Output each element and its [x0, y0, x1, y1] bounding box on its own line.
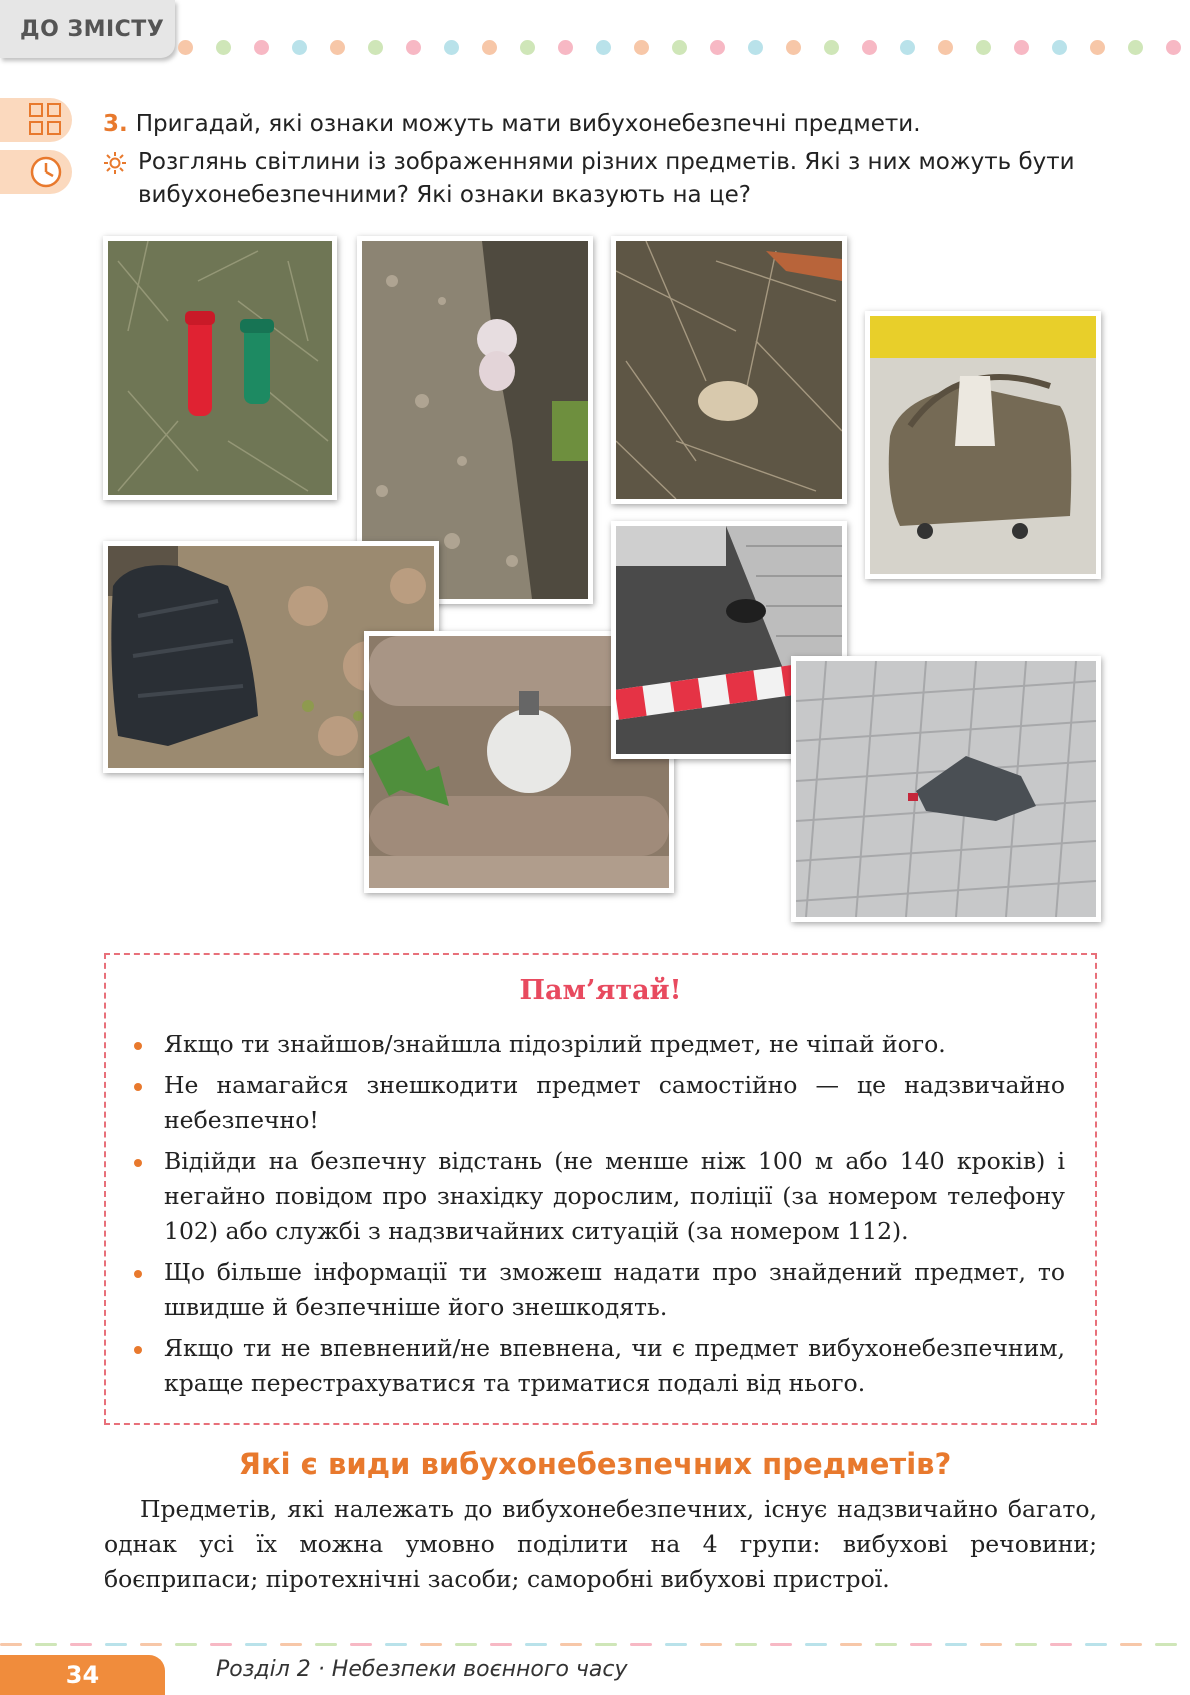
- decorative-dot: [710, 40, 725, 55]
- decorative-dash: [665, 1643, 687, 1646]
- decorative-dash: [875, 1643, 897, 1646]
- decorative-dot: [444, 40, 459, 55]
- decorative-dash: [245, 1643, 267, 1646]
- remember-title: Пам’ятай!: [519, 975, 682, 1006]
- decorative-dash: [945, 1643, 967, 1646]
- decorative-dash: [700, 1643, 722, 1646]
- remember-rules: [130, 1027, 1065, 1407]
- task-text: Пригадай, які ознаки можуть мати вибухонебезпечні предмети.: [135, 111, 921, 137]
- task-subtext: [138, 146, 1098, 212]
- decorative-dash: [980, 1643, 1002, 1646]
- decorative-dot: [976, 40, 991, 55]
- decorative-dot: [216, 40, 231, 55]
- decorative-dot: [254, 40, 269, 55]
- section-paragraph: Предметів, які належать до вибухонебезпечних, існує надзвичайно багато, однак усі їх можна умовно поділити на 4 групи: вибухові речовини; боєприпаси; піротехнічні засоби; саморобні вибухові пристрої.: [104, 1495, 1097, 1593]
- decorative-dash: [140, 1643, 162, 1646]
- photo-stone-in-leaves: [611, 236, 847, 504]
- decorative-dot: [748, 40, 763, 55]
- decorative-dot: [634, 40, 649, 55]
- decorative-dash: [910, 1643, 932, 1646]
- decorative-dot: [824, 40, 839, 55]
- decorative-dot: [292, 40, 307, 55]
- decorative-dot: [1014, 40, 1029, 55]
- rule-item: Що більше інформації ти зможеш надати про знайдений предмет, то швидше й безпечніше його знешкодять.: [130, 1255, 1065, 1325]
- group-work-icon: [0, 98, 72, 142]
- clock-icon: [0, 150, 72, 194]
- decorative-dash: [1015, 1643, 1037, 1646]
- decorative-dash: [525, 1643, 547, 1646]
- decorative-dash: [560, 1643, 582, 1646]
- decorative-dash: [385, 1643, 407, 1646]
- remember-box: [104, 953, 1097, 1425]
- decorative-dash: [175, 1643, 197, 1646]
- chapter-title: Розділ 2 · Небезпеки воєнного часу: [216, 1657, 628, 1682]
- decorative-dot: [330, 40, 345, 55]
- decorative-dot: [862, 40, 877, 55]
- rule-item: Якщо ти не впевнений/не впевнена, чи є предмет вибухонебезпечним, краще перестрахуватися та триматися подалі від нього.: [130, 1331, 1065, 1401]
- decorative-dash: [490, 1643, 512, 1646]
- decorative-dash: [1120, 1643, 1142, 1646]
- decorative-dot: [406, 40, 421, 55]
- photo-bag-on-pavement: [791, 656, 1101, 922]
- rule-item: Відійди на безпечну відстань (не менше ніж 100 м або 140 кроків) і негайно повідом про знахідку дорослим, поліції (за номером телефону 102) або службі з надзвичайних ситуацій (за номером 112).: [130, 1144, 1065, 1249]
- decorative-dot: [786, 40, 801, 55]
- page-number: 34: [0, 1655, 165, 1695]
- task-subtext-line1: Розглянь світлини із зображеннями різних предметів. Які з них можуть бути: [138, 149, 1075, 175]
- section-heading: Які є види вибухонебезпечних предметів?: [238, 1447, 952, 1481]
- task-number: 3.: [103, 111, 128, 137]
- rule-item: Не намагайся знешкодити предмет самостійно — це надзвичайно небезпечно!: [130, 1068, 1065, 1138]
- decorative-dash: [630, 1643, 652, 1646]
- decorative-dash: [0, 1643, 22, 1646]
- decorative-dash: [1155, 1643, 1177, 1646]
- decorative-dots: [178, 40, 1178, 56]
- decorative-dash: [70, 1643, 92, 1646]
- side-icons: [0, 98, 75, 194]
- sun-icon: [104, 152, 126, 174]
- decorative-dot: [672, 40, 687, 55]
- decorative-dot: [596, 40, 611, 55]
- decorative-dash: [315, 1643, 337, 1646]
- decorative-dash: [210, 1643, 232, 1646]
- decorative-dot: [482, 40, 497, 55]
- decorative-dot: [1128, 40, 1143, 55]
- contents-tab[interactable]: ДО ЗМІСТУ: [0, 0, 175, 58]
- decorative-dot: [938, 40, 953, 55]
- footer-dashes: [0, 1643, 1190, 1647]
- decorative-dash: [1085, 1643, 1107, 1646]
- decorative-dash: [350, 1643, 372, 1646]
- decorative-dot: [1052, 40, 1067, 55]
- decorative-dash: [770, 1643, 792, 1646]
- decorative-dot: [558, 40, 573, 55]
- decorative-dash: [735, 1643, 757, 1646]
- decorative-dot: [178, 40, 193, 55]
- decorative-dash: [805, 1643, 827, 1646]
- task-subtext-line2: вибухонебезпечними? Які ознаки вказують на це?: [138, 182, 751, 208]
- decorative-dash: [105, 1643, 127, 1646]
- photo-travel-bag: [865, 311, 1101, 579]
- decorative-dash: [1050, 1643, 1072, 1646]
- decorative-dot: [520, 40, 535, 55]
- decorative-dot: [900, 40, 915, 55]
- decorative-dash: [280, 1643, 302, 1646]
- rule-item: Якщо ти знайшов/знайшла підозрілий предмет, не чіпай його.: [130, 1027, 1065, 1062]
- decorative-dash: [595, 1643, 617, 1646]
- photo-flashlights: [103, 236, 337, 500]
- task-3: [103, 108, 1103, 141]
- decorative-dot: [1090, 40, 1105, 55]
- decorative-dash: [35, 1643, 57, 1646]
- decorative-dash: [420, 1643, 442, 1646]
- decorative-dash: [840, 1643, 862, 1646]
- decorative-dot: [368, 40, 383, 55]
- decorative-dash: [455, 1643, 477, 1646]
- decorative-dot: [1166, 40, 1181, 55]
